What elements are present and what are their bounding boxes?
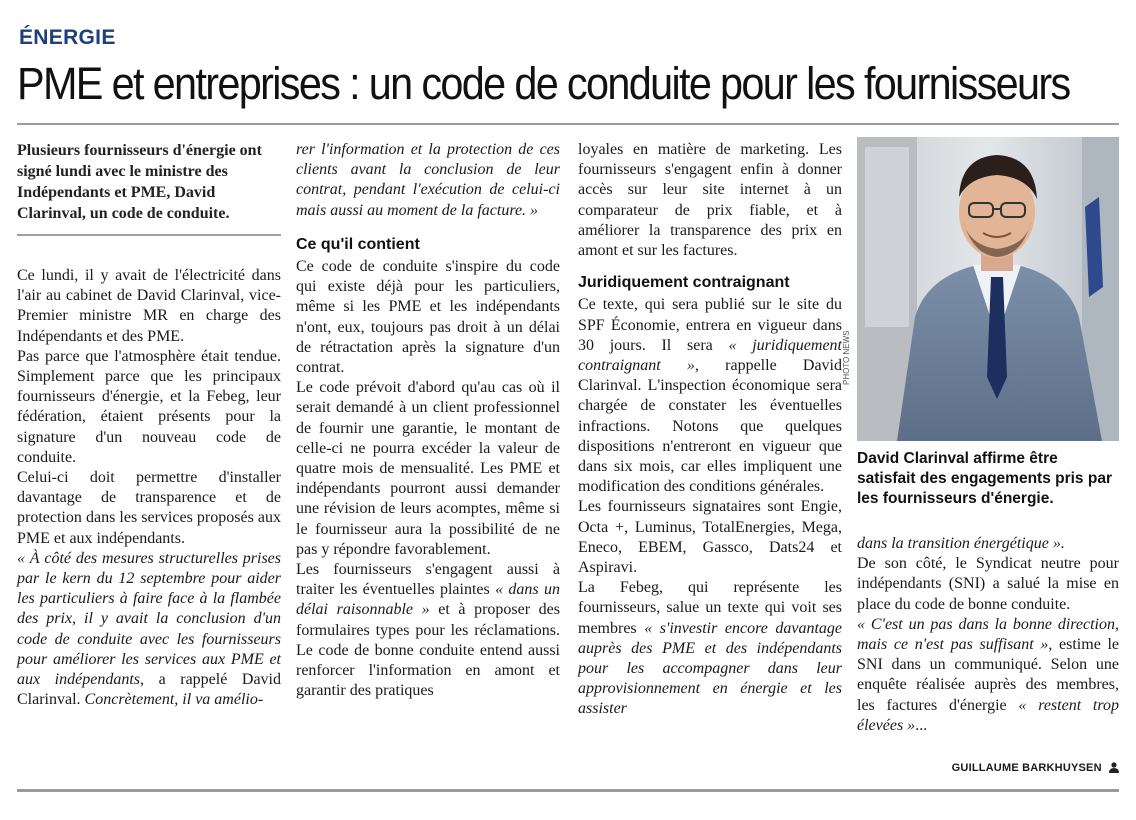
subhead-contents: Ce qu'il contient (296, 235, 420, 253)
person-icon (1109, 762, 1119, 776)
paragraph: Le code prévoit d'abord qu'au cas où il serait demandé à un client professionnel de fournir une garantie, le montant de celle-ci ne pourra excéder la valeur de quatre mois de mensualité. Les PME et indépendants pourront aussi demander une révision de leurs acomptes, même si le fournisseur aura la possibilité de ne pas y répondre favorablement. (296, 379, 560, 558)
paragraph: Ce code de conduite s'inspire du code qui existe déjà pour les particuliers, même si les PME et les indépendants n'ont, eux, toujours pas droit à un délai de rétractation après la signature d'un contrat. (296, 258, 560, 377)
quote-text: « À côté des mesures structurelles prises par le kern du 12 septembre pour aider les particuliers à faire face à la flambée des prix, il y avait la conclusion d'un code de conduite avec les fournisseurs pour améliorer les services aux PME et aux indépendants, (17, 549, 281, 689)
article-column-1 (17, 140, 281, 710)
paragraph (17, 549, 281, 711)
quote-text: « s'investir encore davantage auprès des PME et des indépendants pour les accompagner dans leur approvisionnement en énergie et les assister (578, 619, 842, 718)
article-column-4 (857, 534, 1119, 736)
quote-text: « dans un délai raisonnable » (296, 581, 560, 619)
paragraph-text: a rappelé David Clarinval. (17, 671, 282, 709)
lead-divider (17, 234, 281, 236)
paragraph: Pas parce que l'atmosphère était tendue. Simplement parce que les principaux fournisseurs d'énergie, et la Febeg, leur fédération, étaient présents pour la signature d'un nouveau code de conduite. (17, 347, 281, 466)
paragraph-text: et à proposer des formulaires types pour les réclamations. Le code de bonne conduite entend aussi renforcer l'information en amont et garantir des pratiques (296, 601, 560, 700)
article-photo (857, 137, 1119, 441)
photo-caption: David Clarinval affirme être satisfait des engagements pris par les fournisseurs d'énergie. (857, 450, 1112, 507)
photo-credit: PHOTO NEWS (842, 330, 851, 385)
author-byline (900, 762, 1119, 776)
paragraph-text: ... (915, 716, 928, 734)
paragraph-text: La Febeg, qui représente les fournisseurs, salue un texte qui voit ses membres (578, 579, 842, 637)
paragraph: Les fournisseurs signataires sont Engie, Octa +, Luminus, TotalEnergies, Mega, Eneco, EBEM, Gassco, Dats24 et Aspiravi. (578, 498, 842, 577)
paragraph-text: , rappelle David Clarinval. L'inspection économique sera chargée de constater les éventuelles infractions. Notons que quelques dispositions n'entreront en vigueur que dans six mois, car elles impliquent une modification des conditions générales. (578, 357, 842, 496)
portrait-illustration (857, 137, 1119, 441)
article-column-2 (296, 140, 560, 701)
article-headline: PME et entreprises : un code de conduite pour les fournisseurs (17, 58, 1070, 109)
quote-text: « juridiquement contraignant » (578, 336, 843, 375)
article-column-3 (578, 140, 842, 720)
paragraph (296, 560, 560, 701)
paragraph (578, 295, 842, 497)
paragraph-text: Ce texte, qui sera publié sur le site du SPF Économie, entrera en vigueur dans 30 jours. Il sera (578, 296, 842, 354)
paragraph: loyales en matière de marketing. Les fournisseurs s'engagent enfin à donner accès sur leur site internet à un comparateur de prix fiable, et à améliorer la transparence des prix en amont et sur les factures. (578, 141, 842, 260)
paragraph: Celui-ci doit permettre d'installer davantage de transparence et de protection dans les services proposés aux PME et aux indépendants. (17, 469, 281, 547)
section-kicker: ÉNERGIE (19, 26, 116, 49)
paragraph (578, 578, 842, 719)
paragraph: De son côté, le Syndicat neutre pour indépendants (SNI) a salué la mise en place du code de bonne conduite. (857, 555, 1119, 613)
paragraph-text: , estime le SNI dans un communiqué. Selon une enquête réalisée auprès des membres, les factures d'énergie (857, 636, 1119, 714)
article-lead: Plusieurs fournisseurs d'énergie ont signé lundi avec le ministre des Indépendants et PME, David Clarinval, un code de conduite. (17, 142, 262, 222)
quote-text: Concrètement, il va amélio- (84, 691, 264, 709)
quote-paragraph: rer l'information et la protection de ces clients avant la conclusion de leur contrat, pendant l'exécution de celui-ci mais aussi au moment de la facture. » (296, 141, 560, 219)
quote-text: « C'est un pas dans la bonne direction, mais ce n'est pas suffisant » (857, 615, 1119, 654)
author-name: GUILLAUME BARKHUYSEN (951, 762, 1102, 774)
headline-divider (17, 123, 1119, 125)
quote-text: « restent trop élevées » (857, 696, 1120, 734)
paragraph-text: Les fournisseurs s'engagent aussi à traiter les éventuelles plaintes (296, 561, 560, 599)
quote-paragraph: dans la transition énergétique ». (857, 535, 1065, 552)
paragraph (857, 615, 1119, 736)
footer-divider (17, 789, 1119, 792)
subhead-legal: Juridiquement contraignant (578, 274, 790, 292)
paragraph: Ce lundi, il y avait de l'électricité dans l'air au cabinet de David Clarinval, vice-Premier ministre MR en charge des Indépendants et des PME. (17, 267, 281, 345)
